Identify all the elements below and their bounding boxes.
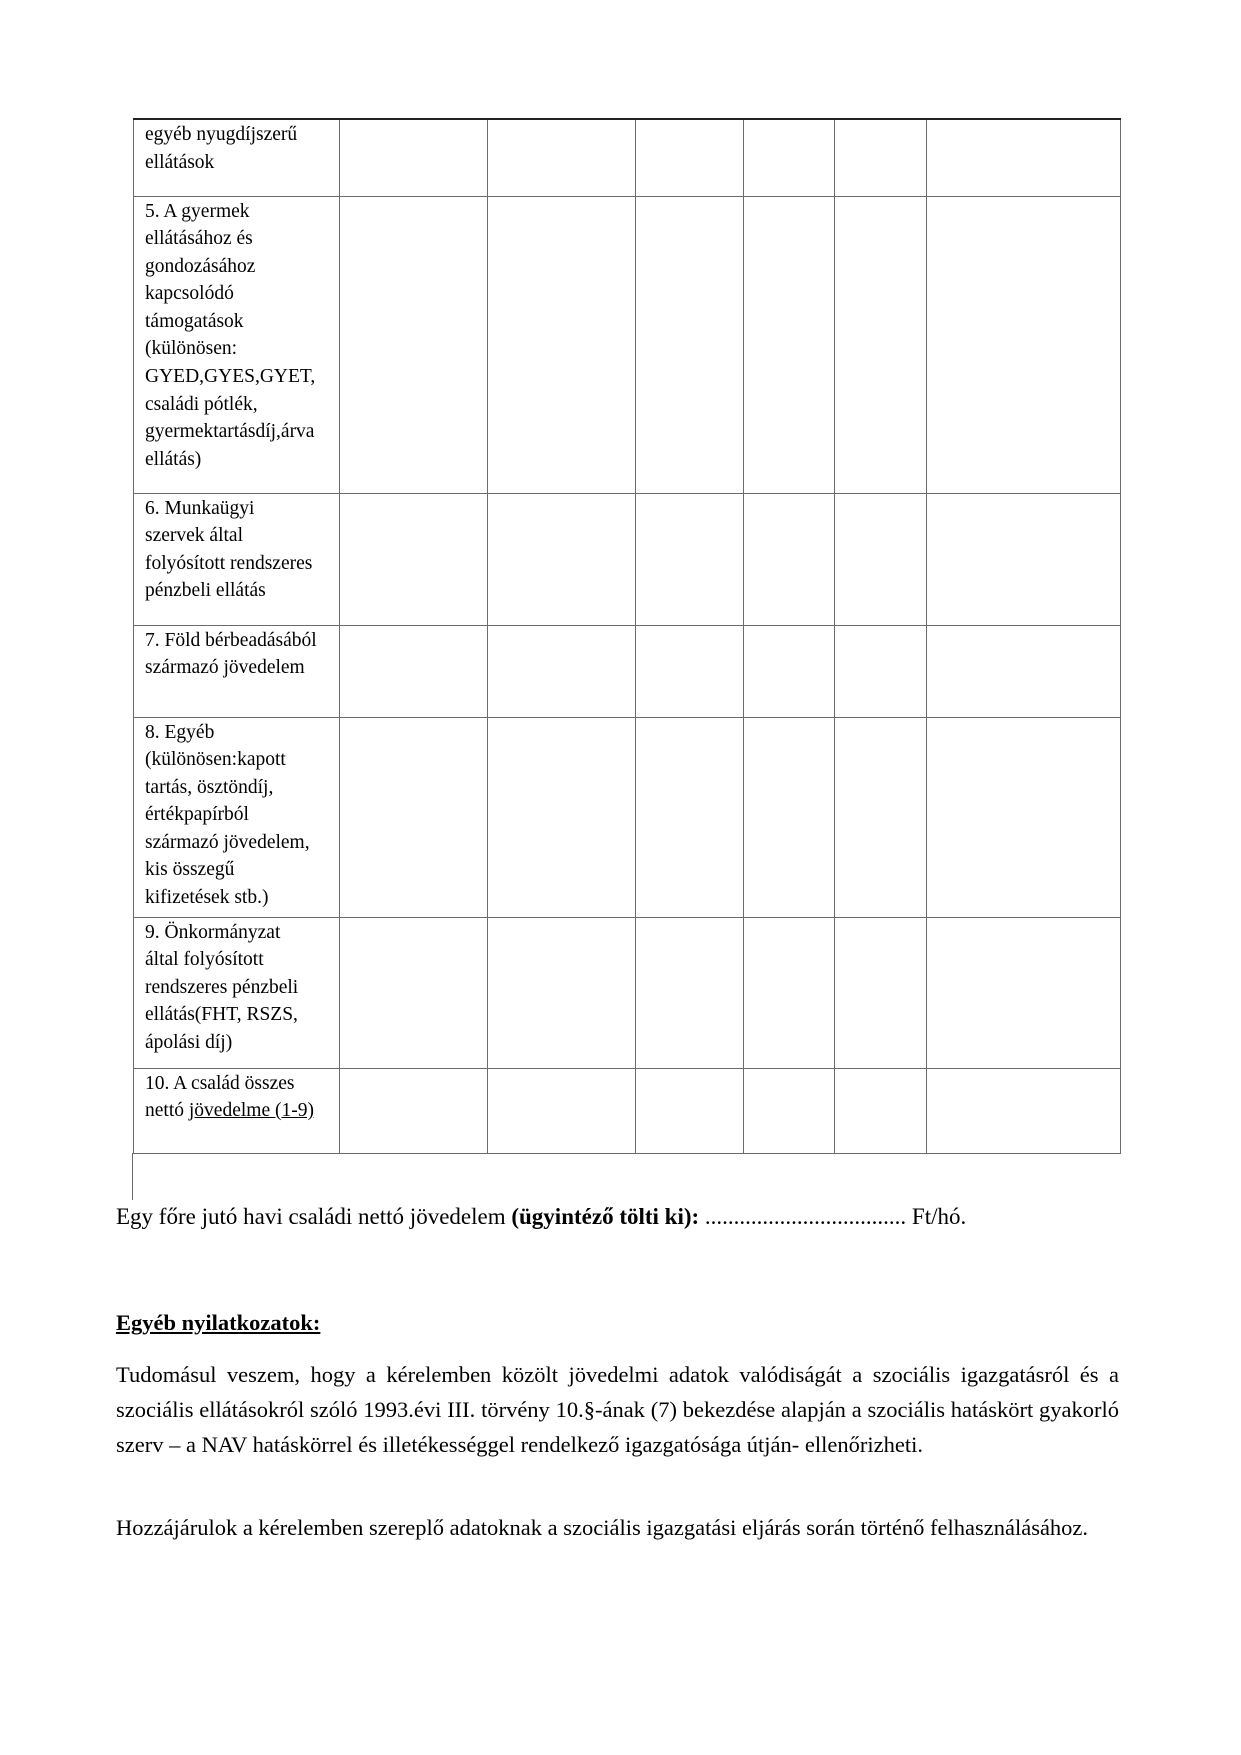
input-cell[interactable] [488,493,636,625]
input-cell[interactable] [744,625,835,717]
input-cell[interactable] [744,1068,835,1153]
per-capita-income-line: Egy főre jutó havi családi nettó jövedelem (ügyintéző tölti ki): ................................... Ft/hó. [116,1204,967,1229]
input-cell[interactable] [927,119,1121,196]
input-cell[interactable] [340,917,488,1068]
per-capita-income-blank[interactable]: ................................... [699,1204,907,1229]
input-cell[interactable] [835,625,927,717]
row-label-other-income: 8. Egyéb (különösen:kapott tartás, ösztöndíj, értékpapírból származó jövedelem, kis összegű kifizetések stb.) [134,717,340,917]
input-cell[interactable] [835,1068,927,1153]
table-row [134,493,1121,625]
input-cell[interactable] [636,625,744,717]
input-cell[interactable] [636,917,744,1068]
input-cell[interactable] [744,119,835,196]
input-cell[interactable] [744,917,835,1068]
row-label-municipal-benefit: 9. Önkormányzat által folyósított rendszeres pénzbeli ellátás(FHT, RSZS, ápolási díj) [134,917,340,1068]
table-border-remnant [132,1153,133,1200]
table-row [134,119,1121,196]
input-cell[interactable] [488,717,636,917]
table-row [134,625,1121,717]
input-cell[interactable] [340,196,488,493]
input-cell[interactable] [340,717,488,917]
input-cell[interactable] [488,625,636,717]
input-cell[interactable] [636,1068,744,1153]
table-row [134,1068,1121,1153]
input-cell[interactable] [835,493,927,625]
input-cell[interactable] [927,1068,1121,1153]
input-cell[interactable] [340,1068,488,1153]
input-cell[interactable] [835,717,927,917]
table-row [134,196,1121,493]
table-row [134,917,1121,1068]
income-table [133,118,1121,1154]
input-cell[interactable] [340,493,488,625]
input-cell[interactable] [927,196,1121,493]
input-cell[interactable] [835,119,927,196]
input-cell[interactable] [927,625,1121,717]
row-label-land-lease-income: 7. Föld bérbeadásából származó jövedelem [134,625,340,717]
input-cell[interactable] [488,917,636,1068]
row-label-child-support: 5. A gyermek ellátásához és gondozásához kapcsolódó támogatások (különösen: GYED,GYES,GYET, családi pótlék, gyermektartásdíj,árva ellátás) [134,196,340,493]
row-label-labour-office-benefit: 6. Munkaügyi szervek által folyósított rendszeres pénzbeli ellátás [134,493,340,625]
table-row [134,717,1121,917]
input-cell[interactable] [744,196,835,493]
input-cell[interactable] [835,196,927,493]
input-cell[interactable] [340,625,488,717]
input-cell[interactable] [340,119,488,196]
input-cell[interactable] [927,493,1121,625]
input-cell[interactable] [744,717,835,917]
row-label-family-total-net-income: 10. A család összes nettó jövedelme (1-9) [134,1068,340,1153]
input-cell[interactable] [744,493,835,625]
declaration-paragraph-consent: Hozzájárulok a kérelemben szereplő adatoknak a szociális igazgatási eljárás során történő felhasználásához. [116,1515,1089,1540]
input-cell[interactable] [636,717,744,917]
declarations-heading: Egyéb nyilatkozatok: [116,1310,321,1335]
input-cell[interactable] [488,1068,636,1153]
input-cell[interactable] [636,493,744,625]
input-cell[interactable] [927,917,1121,1068]
input-cell[interactable] [636,196,744,493]
declaration-paragraph-verification: Tudomásul veszem, hogy a kérelemben közölt jövedelmi adatok valódiságát a szociális igazgatásról és a szociális ellátásokról szóló 1993.évi III. törvény 10.§-ának (7) bekezdése alapján a szociális hatáskört gyakorló szerv – a NAV hatáskörrel és illetékességgel rendelkező igazgatósága útján- ellenőrizheti. [116,1362,1119,1457]
input-cell[interactable] [488,119,636,196]
input-cell[interactable] [488,196,636,493]
row-label-other-pension: egyéb nyugdíjszerű ellátások [134,119,340,196]
input-cell[interactable] [927,717,1121,917]
input-cell[interactable] [636,119,744,196]
input-cell[interactable] [835,917,927,1068]
